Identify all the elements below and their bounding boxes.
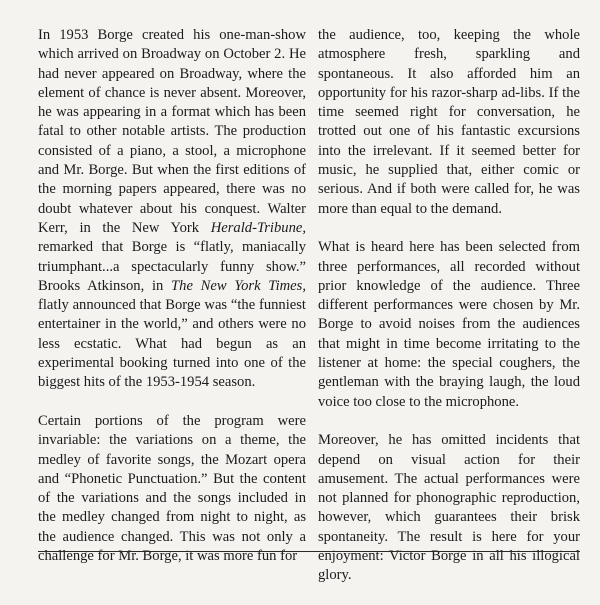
paragraph-audience-atmosphere: the audience, too, keeping the whole atmosphere fresh, sparkling and spontaneous. It also afforded him an opportunity for his razor-sharp ad-libs. If the time seemed right for conversation, he trotted out one of his fantastic excursions into the irrelevant. If it seemed better for music, he supplied that, either comic or serious. And if both were called for, he was more than equal to the demand. <box>318 27 580 217</box>
paragraph-text: In 1953 Borge created his one-man-show which arrived on Broadway on October 2. He had never appeared on Broadway, where the element of chance is never absent. Moreover, he was appearing in a format which has been fatal to other notable artists. The production consisted of a piano, a stool, a microphone and Mr. Borge. But when the first editions of the morning papers appeared, there was no doubt whatever about his conquest. Walter Kerr, in the New York <box>38 27 306 236</box>
left-column <box>38 26 306 586</box>
paragraph-text: remarked that Borge is “flatly, maniacally triumphant...a spectacularly funny show.” Brooks Atkinson, in <box>38 239 306 294</box>
newspaper-title-italic: The New York Times, <box>171 277 306 294</box>
paragraph-omitted-incidents: Moreover, he has omitted incidents that depend on visual action for their amusement. The actual performances were not planned for phonographic reproduction, however, which guarantees their brisk spontaneity. The result is here for your enjoyment: Victor Borge in all his illogical glory. <box>318 432 580 584</box>
paragraph-selected-performances: What is heard here has been selected from three performances, all recorded without prior knowledge of the audience. Three different performances were chosen by Mr. Borge to avoid noises from the audiences that might in time become irritating to the listener at home: the special coughers, the gentleman with the braying laugh, the loud voice too close to the microphone. <box>318 239 580 410</box>
bottom-divider-line <box>38 551 580 552</box>
newspaper-title-italic: Herald-Tribune, <box>210 219 306 236</box>
right-column <box>318 26 580 605</box>
paragraph-broadway-premiere <box>38 26 306 393</box>
paragraph-program-portions: Certain portions of the program were invariable: the variations on a theme, the medley of favorite songs, the Mozart opera and “Phonetic Punctuation.” But the content of the variations and the songs included in the medley changed from night to night, as the audience changed. This was not only a challenge for Mr. Borge, it was more fun for <box>38 412 306 565</box>
paragraph-text: flatly announced that Borge was “the funniest entertainer in the world,” and others were no less ecstatic. What had begun as an experimental booking turned into one of the biggest hits of the 1953-1954 season. <box>38 297 306 391</box>
